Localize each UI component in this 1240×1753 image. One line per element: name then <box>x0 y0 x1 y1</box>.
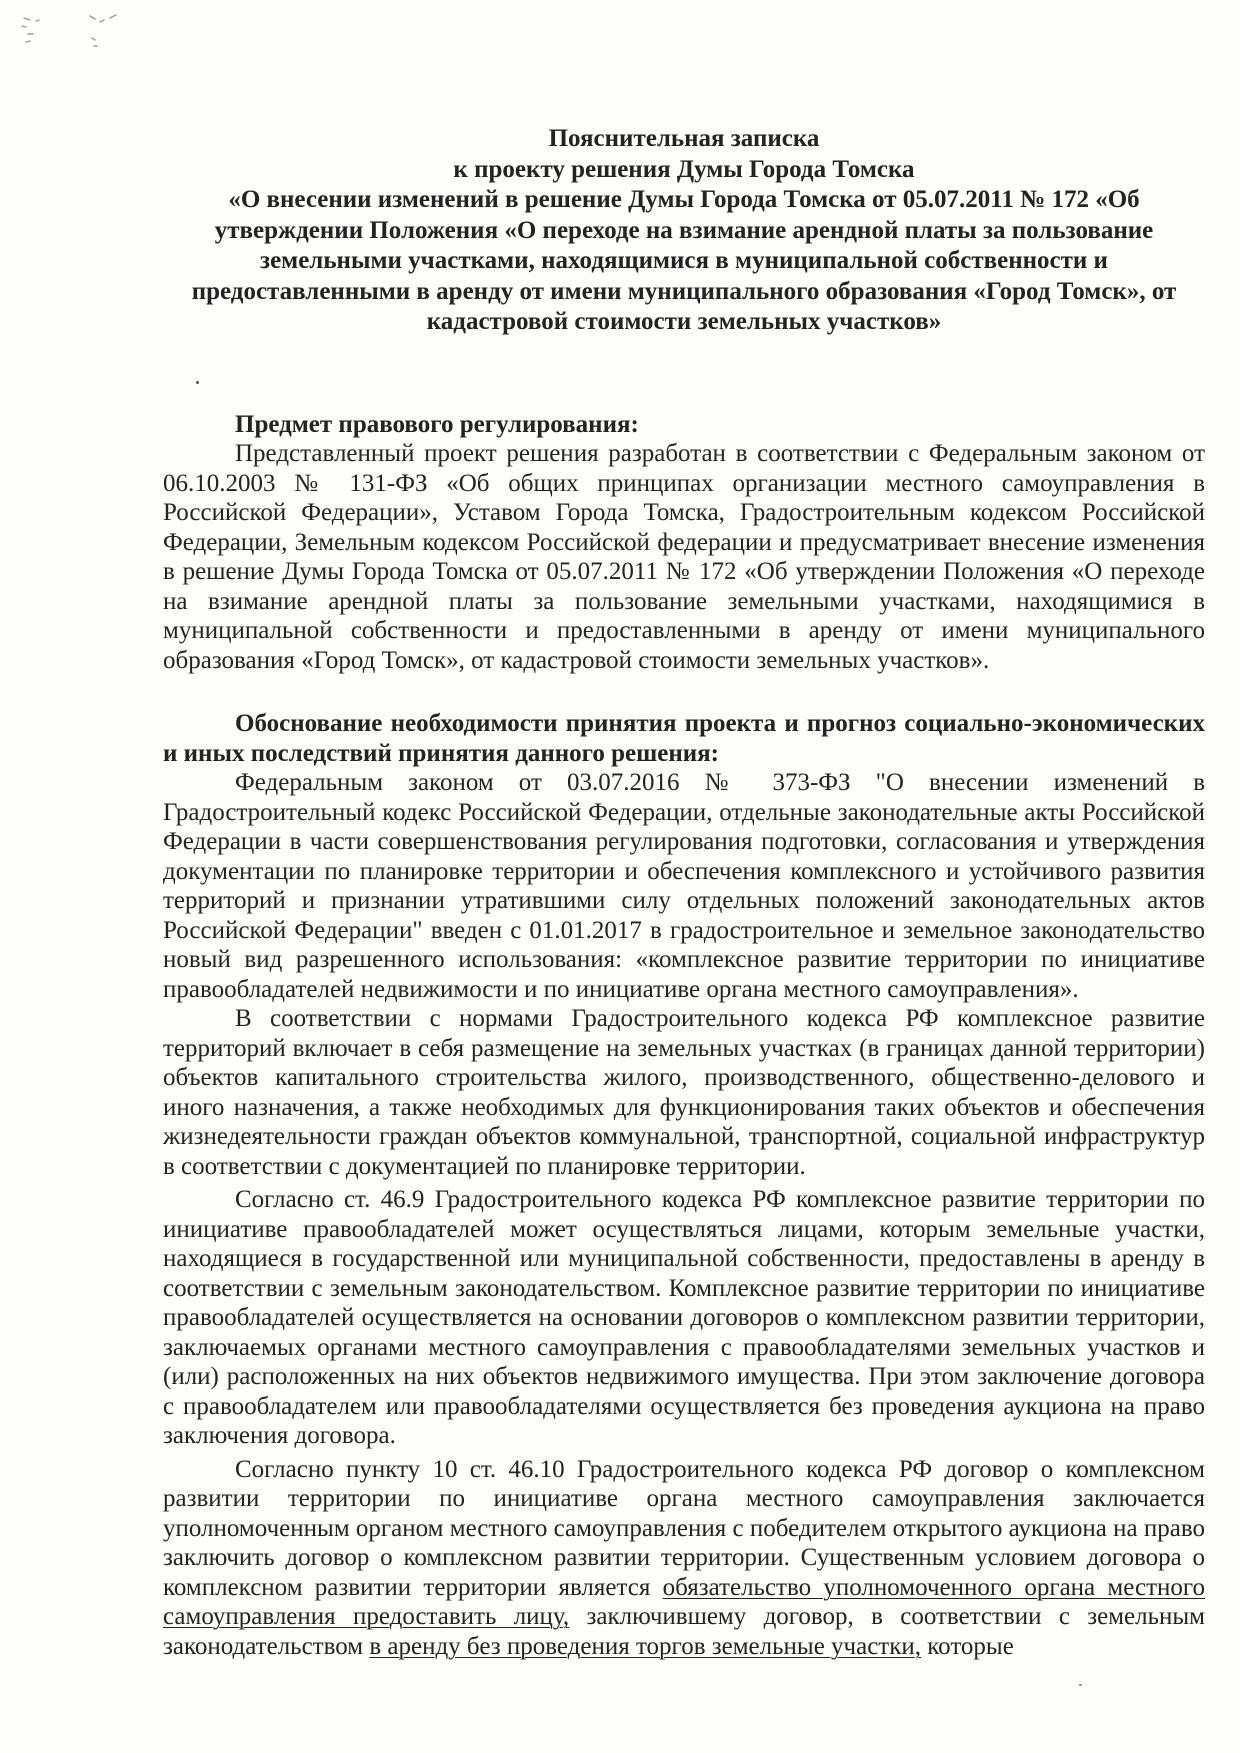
title-line: Пояснительная записка <box>548 125 820 152</box>
paragraph-text: Согласно пункту 10 ст. 46.10 Градостроительного кодекса РФ договор о комплексном развитии территории по инициативе органа местного самоуправления заключается уполномоченным органом местного самоуправления с победителем открытого аукциона на право заключить договор о комплексном развитии территории. Существенным условием договора о комплексном развитии территории является <box>163 1455 1205 1601</box>
paragraph-subject: Представленный проект решения разработан в соответствии с Федеральным законом от 06.10.2003 № 131-ФЗ «Об общих принципах организации местного самоуправления в Российской Федерации», Уставом Города Томска, Градостроительным кодексом Российской Федерации, Земельным кодексом Российской федерации и предусматривает внесение изменения в решение Думы Города Томска от 05.07.2011 № 172 «Об утверждении Положения «О переходе на взимание арендной платы за пользование земельными участками, находящимися в муниципальной собственности и предоставленными в аренду от имени муниципального образования «Город Томск», от кадастровой стоимости земельных участков». <box>163 440 1205 674</box>
paragraph: Федеральным законом от 03.07.2016 № 373-ФЗ "О внесении изменений в Градостроительный кодекс Российской Федерации, отдельные законодательные акты Российской Федерации в части совершенствования регулирования подготовки, согласования и утверждения документации по планировке территории и обеспечения комплексного и устойчивого развития территорий и признании утратившими силу отдельных положений законодательных актов Российской Федерации" введен с 01.01.2017 в градостроительное и земельное законодательство новый вид разрешенного использования: «комплексное развитие территории по инициативе правообладателей недвижимости и по инициативе органа местного самоуправления». <box>163 769 1205 1003</box>
scan-noise-marks <box>20 12 150 62</box>
document-title <box>163 124 1205 338</box>
paragraph-text: которые <box>921 1632 1014 1660</box>
paragraph-last <box>163 1455 1205 1662</box>
section-heading-justification: Обоснование необходимости принятия проекта и прогноз социально-экономических и иных последствий принятия данного решения: <box>163 710 1205 767</box>
underlined-text: обязательство уполномоченного органа местного самоуправления предоставить лицу, <box>163 1573 1206 1630</box>
paragraph-text: заключившему договор, в соответствии с земельным законодательством <box>163 1603 1205 1660</box>
section-heading-subject: Предмет правового регулирования: <box>235 410 639 438</box>
title-line: предоставленными в аренду от имени муниципального образования «Город Томск», от <box>191 277 1177 305</box>
title-line: «О внесении изменений в решение Думы Города Томска от 05.07.2011 № 172 «Об <box>228 186 1140 213</box>
title-line: кадастровой стоимости земельных участков» <box>426 308 942 335</box>
title-line: земельными участками, находящимися в муниципальной собственности и <box>260 247 1108 274</box>
scan-dot <box>1079 1684 1082 1686</box>
title-line: утверждении Положения «О переходе на взимание арендной платы за пользование <box>214 216 1154 244</box>
paragraph: В соответствии с нормами Градостроительного кодекса РФ комплексное развитие территорий включает в себя размещение на земельных участках (в границах данной территории) объектов капитального строительства жилого, производственного, общественно-делового и иного назначения, а также необходимых для функционирования таких объектов и обеспечения жизнедеятельности граждан объектов коммунальной, транспортной, социальной инфраструктур в соответствии с документацией по планировке территории. <box>163 1005 1205 1180</box>
title-line: к проекту решения Думы Города Томска <box>453 155 915 183</box>
paragraph: Согласно ст. 46.9 Градостроительного кодекса РФ комплексное развитие территории по инициативе правообладателей может осуществляться лицами, которым земельные участки, находящиеся в государственной или муниципальной собственности, предоставлены в аренду в соответствии с земельным законодательством. Комплексное развитие территории по инициативе правообладателей осуществляется на основании договоров о комплексном развитии территории, заключаемых органами местного самоуправления с правообладателями земельных участков и (или) расположенных на них объектов недвижимого имущества. При этом заключение договора с правообладателем или правообладателями осуществляется без проведения аукциона на право заключения договора. <box>163 1186 1205 1449</box>
underlined-text: в аренду без проведения торгов земельные участки, <box>369 1632 922 1660</box>
document-body <box>163 124 1205 1661</box>
